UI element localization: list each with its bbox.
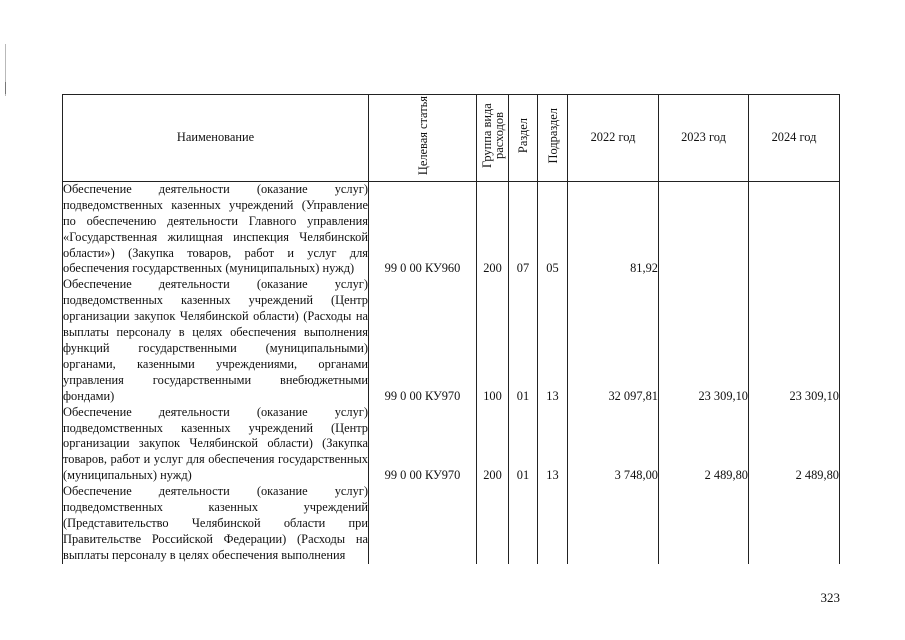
row-amount-2023 bbox=[659, 484, 749, 564]
row-target-cell bbox=[369, 484, 477, 564]
row-amount-2022: 32 097,81 bbox=[568, 277, 659, 404]
row-group-cell bbox=[477, 484, 509, 564]
table-header-row bbox=[63, 95, 840, 182]
header-name: Наименование bbox=[63, 95, 369, 182]
row-target-cell: 99 0 00 КУ970 bbox=[369, 277, 477, 404]
budget-table bbox=[62, 94, 840, 564]
row-amount-2022: 3 748,00 bbox=[568, 405, 659, 485]
row-name-cell: Обеспечение деятельности (оказание услуг) подведомственных казенных учреждений (Центр организации закупок Челябинской области) (Расходы на выплаты персоналу в целях обеспечения выполнения функций государственными (муниципальными) органами, казенными учреждениями, органами управления государственными внебюджетными фондами) bbox=[63, 277, 368, 403]
header-target-article: Целевая статья bbox=[369, 95, 477, 182]
row-amount-2023: 23 309,10 bbox=[659, 277, 749, 404]
row-amount-2023: 2 489,80 bbox=[659, 405, 749, 485]
row-group-cell: 100 bbox=[477, 277, 509, 404]
row-subsection-cell bbox=[538, 484, 568, 564]
row-subsection-cell: 13 bbox=[538, 277, 568, 404]
row-amount-2024 bbox=[749, 484, 840, 564]
table-row bbox=[63, 277, 840, 404]
header-year-2022: 2022 год bbox=[568, 95, 659, 182]
header-section: Раздел bbox=[509, 95, 538, 182]
row-amount-2023 bbox=[659, 181, 749, 277]
header-year-2024: 2024 год bbox=[749, 95, 840, 182]
row-amount-2024 bbox=[749, 181, 840, 277]
row-amount-2022: 81,92 bbox=[568, 181, 659, 277]
row-section-cell: 01 bbox=[509, 277, 538, 404]
row-name-cell: Обеспечение деятельности (оказание услуг) подведомственных казенных учреждений (Центр организации закупок Челябинской области) (Закупка товаров, работ и услуг для обеспечения государственных (муниципальных) нужд) bbox=[63, 404, 368, 483]
row-name-cell: Обеспечение деятельности (оказание услуг) подведомственных казенных учреждений (Управление по обеспечению деятельности Главного управления «Государственная жилищная инспекция Челябинской области») (Закупка товаров, работ и услуг для обеспечения государственных (муниципальных) нужд) bbox=[63, 181, 368, 276]
row-amount-2024: 23 309,10 bbox=[749, 277, 840, 404]
row-section-cell: 01 bbox=[509, 405, 538, 485]
header-expense-group: Группа вида расходов bbox=[477, 95, 509, 182]
row-subsection-cell: 05 bbox=[538, 181, 568, 277]
row-target-cell: 99 0 00 КУ970 bbox=[369, 405, 477, 485]
row-subsection-cell: 13 bbox=[538, 405, 568, 485]
header-year-2023: 2023 год bbox=[659, 95, 749, 182]
row-group-cell: 200 bbox=[477, 405, 509, 485]
row-group-cell: 200 bbox=[477, 181, 509, 277]
table-row bbox=[63, 405, 840, 485]
page-number: 323 bbox=[820, 590, 840, 605]
row-name-cell: Обеспечение деятельности (оказание услуг) подведомственных казенных учреждений (Представительство Челябинской области при Правительстве Российской Федерации) (Расходы на выплаты персоналу в целях обеспечения выполнения bbox=[63, 484, 368, 562]
header-subsection: Подраздел bbox=[538, 95, 568, 182]
row-section-cell bbox=[509, 484, 538, 564]
row-amount-2022 bbox=[568, 484, 659, 564]
table-row bbox=[63, 181, 840, 277]
page-edge-mark bbox=[5, 82, 6, 94]
row-section-cell: 07 bbox=[509, 181, 538, 277]
table-row bbox=[63, 484, 840, 564]
row-target-cell: 99 0 00 КУ960 bbox=[369, 181, 477, 277]
row-amount-2024: 2 489,80 bbox=[749, 405, 840, 485]
